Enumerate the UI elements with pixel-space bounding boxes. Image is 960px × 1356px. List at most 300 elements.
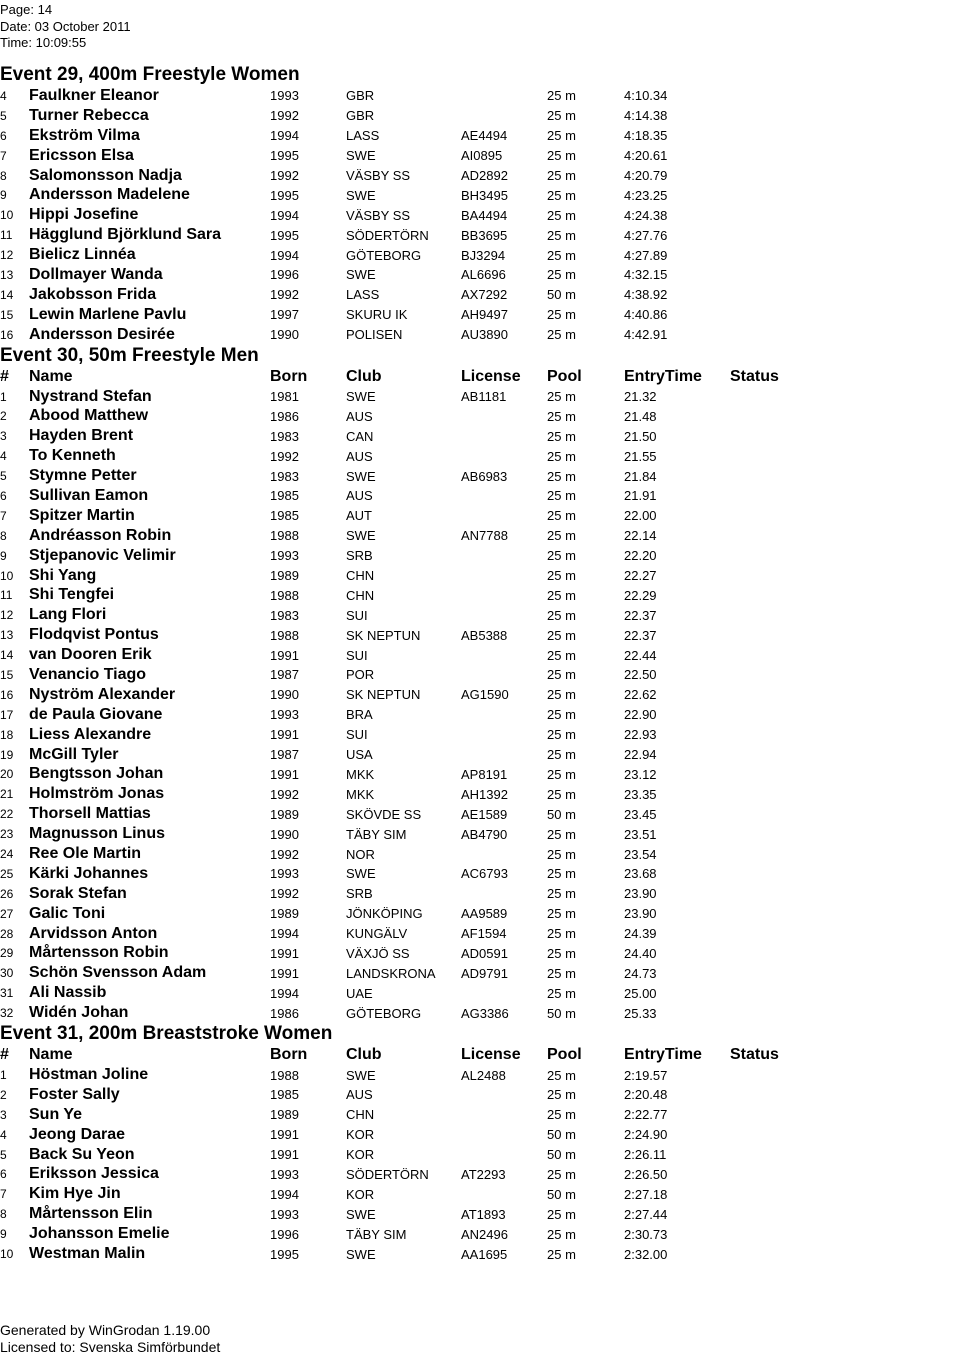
club-name: GÖTEBORG — [346, 1005, 422, 1021]
club-name: AUS — [346, 408, 373, 424]
column-header-status: Status — [730, 367, 779, 385]
club-name: SWE — [346, 528, 376, 544]
place-number: 10 — [0, 1247, 14, 1262]
club-name: SWE — [346, 1067, 376, 1083]
birth-year: 1985 — [270, 508, 299, 524]
entry-time: 2:22.77 — [624, 1107, 668, 1123]
license-code: BJ3294 — [461, 247, 506, 263]
club-name: POR — [346, 667, 375, 683]
birth-year: 1991 — [270, 945, 299, 961]
place-number: 9 — [0, 1227, 7, 1242]
club-name: CHN — [346, 1107, 375, 1123]
birth-year: 1990 — [270, 826, 299, 842]
birth-year: 1993 — [270, 707, 299, 723]
swimmer-name: Liess Alexandre — [29, 725, 152, 743]
license-code: AD0591 — [461, 945, 508, 961]
birth-year: 1988 — [270, 528, 299, 544]
entry-time: 2:27.18 — [624, 1186, 668, 1202]
birth-year: 1992 — [270, 846, 299, 862]
swimmer-name: Jeong Darae — [29, 1125, 126, 1143]
pool-length: 25 m — [547, 707, 576, 723]
pool-length: 25 m — [547, 727, 576, 743]
swimmer-name: Andersson Desirée — [29, 325, 175, 343]
birth-year: 1993 — [270, 866, 299, 882]
entry-row — [0, 185, 960, 205]
pool-length: 25 m — [547, 1246, 576, 1262]
place-number: 7 — [0, 148, 7, 163]
birth-year: 1994 — [270, 207, 299, 223]
license-code: AE4494 — [461, 128, 508, 144]
entry-time: 2:32.00 — [624, 1246, 668, 1262]
entry-row — [0, 844, 960, 864]
swimmer-name: Mårtensson Robin — [29, 944, 169, 962]
license-code: AD9791 — [461, 965, 508, 981]
entry-time: 24.40 — [624, 945, 657, 961]
swimmer-name: Andréasson Robin — [29, 526, 172, 544]
entry-time: 4:27.89 — [624, 247, 668, 263]
club-name: CHN — [346, 568, 375, 584]
entry-row — [0, 904, 960, 924]
entry-time: 23.54 — [624, 846, 657, 862]
column-header-club: Club — [346, 367, 382, 385]
club-name: LASS — [346, 287, 380, 303]
column-header-entry-time: EntryTime — [624, 1046, 702, 1064]
place-number: 2 — [0, 409, 7, 424]
pool-length: 50 m — [547, 1127, 576, 1143]
birth-year: 1989 — [270, 568, 299, 584]
birth-year: 1992 — [270, 108, 299, 124]
swimmer-name: Sun Ye — [29, 1105, 83, 1123]
place-number: 12 — [0, 248, 14, 263]
column-header-born: Born — [270, 367, 308, 385]
club-name: SWE — [346, 1206, 376, 1222]
event-title: Event 31, 200m Breaststroke Women — [0, 1023, 333, 1045]
club-name: BRA — [346, 707, 373, 723]
entry-time: 22.27 — [624, 568, 657, 584]
club-name: CHN — [346, 587, 375, 603]
club-name: MKK — [346, 766, 375, 782]
license-code: AB4790 — [461, 826, 508, 842]
pool-length: 25 m — [547, 508, 576, 524]
column-header-name: Name — [29, 1046, 73, 1064]
birth-year: 1985 — [270, 488, 299, 504]
entry-time: 24.73 — [624, 965, 657, 981]
pool-length: 25 m — [547, 488, 576, 504]
entry-time: 25.33 — [624, 1005, 657, 1021]
birth-year: 1992 — [270, 448, 299, 464]
place-number: 1 — [0, 389, 7, 404]
pool-length: 25 m — [547, 826, 576, 842]
pool-length: 25 m — [547, 965, 576, 981]
birth-year: 1988 — [270, 587, 299, 603]
column-header-license: License — [461, 367, 521, 385]
birth-year: 1995 — [270, 148, 299, 164]
place-number: 12 — [0, 608, 14, 623]
entry-time: 23.35 — [624, 786, 657, 802]
place-number: 20 — [0, 767, 14, 782]
club-name: NOR — [346, 846, 375, 862]
place-number: 5 — [0, 469, 7, 484]
club-name: VÄSBY SS — [346, 168, 411, 183]
license-code: AL6696 — [461, 267, 506, 283]
swimmer-name: Schön Svensson Adam — [29, 964, 207, 982]
place-number: 9 — [0, 188, 7, 203]
birth-year: 1983 — [270, 468, 299, 484]
entry-time: 23.90 — [624, 906, 657, 922]
swimmer-name: Stjepanovic Velimir — [29, 546, 176, 564]
swimmer-name: Venancio Tiago — [29, 665, 147, 683]
pool-length: 25 m — [547, 327, 576, 343]
swimmer-name: Stymne Petter — [29, 467, 137, 485]
column-header-license: License — [461, 1046, 521, 1064]
license-code: AN2496 — [461, 1226, 508, 1242]
entry-time: 22.29 — [624, 587, 657, 603]
club-name: CAN — [346, 428, 374, 444]
pool-length: 25 m — [547, 187, 576, 203]
swimmer-name: Kärki Johannes — [29, 864, 149, 882]
entry-time: 4:20.61 — [624, 148, 668, 164]
place-number: 6 — [0, 1167, 7, 1182]
license-code: BH3495 — [461, 187, 508, 203]
license-code: AA9589 — [461, 906, 508, 922]
club-name: KOR — [346, 1127, 375, 1143]
entry-row — [0, 86, 960, 106]
license-code: AN7788 — [461, 528, 508, 544]
entry-time: 2:26.11 — [624, 1147, 667, 1163]
club-name: SWE — [346, 267, 376, 283]
place-number: 9 — [0, 548, 7, 563]
entry-time: 2:26.50 — [624, 1166, 668, 1182]
print-date: Date: 03 October 2011 — [0, 18, 131, 34]
swimmer-name: Turner Rebecca — [29, 106, 149, 124]
birth-year: 1991 — [270, 727, 299, 743]
entry-row — [0, 1105, 960, 1125]
entry-time: 25.00 — [624, 985, 657, 1001]
entry-row — [0, 305, 960, 325]
entry-time: 4:40.86 — [624, 307, 668, 323]
entry-row — [0, 1224, 960, 1244]
place-number: 11 — [0, 228, 13, 243]
swimmer-name: Ericsson Elsa — [29, 146, 134, 164]
place-number: 26 — [0, 886, 14, 901]
swimmer-name: Johansson Emelie — [29, 1225, 170, 1243]
column-header-name: Name — [29, 367, 73, 385]
swimmer-name: Ekström Vilma — [29, 126, 140, 144]
licensed-to: Licensed to: Svenska Simförbundet — [0, 1339, 221, 1355]
pool-length: 25 m — [547, 866, 576, 882]
club-name: SWE — [346, 187, 376, 203]
pool-length: 50 m — [547, 287, 576, 303]
entry-time: 21.50 — [624, 428, 657, 444]
entry-row — [0, 166, 960, 186]
club-name: MKK — [346, 786, 375, 802]
club-name: SK NEPTUN — [346, 687, 421, 703]
place-number: 18 — [0, 727, 14, 742]
club-name: LASS — [346, 128, 380, 144]
entry-time: 22.44 — [624, 647, 657, 663]
swimmer-name: Mårtensson Elin — [29, 1205, 153, 1223]
place-number: 4 — [0, 449, 7, 464]
entry-time: 22.37 — [624, 607, 657, 623]
birth-year: 1993 — [270, 1206, 299, 1222]
license-code: AB6983 — [461, 468, 508, 484]
swimmer-name: Widén Johan — [29, 1004, 129, 1022]
column-header-num: # — [0, 367, 9, 385]
birth-year: 1996 — [270, 267, 299, 283]
birth-year: 1991 — [270, 1147, 299, 1163]
event-section — [0, 345, 960, 1024]
entry-row — [0, 406, 960, 426]
swimmer-name: To Kenneth — [29, 447, 116, 465]
place-number: 6 — [0, 488, 7, 503]
column-header-club: Club — [346, 1046, 382, 1064]
entry-row — [0, 146, 960, 166]
entry-time: 21.91 — [624, 488, 657, 504]
entry-time: 21.55 — [624, 448, 657, 464]
birth-year: 1991 — [270, 965, 299, 981]
pool-length: 25 m — [547, 667, 576, 683]
column-header-num: # — [0, 1046, 9, 1064]
generated-by: Generated by WinGrodan 1.19.00 — [0, 1322, 211, 1338]
entry-row — [0, 546, 960, 566]
club-name: KOR — [346, 1186, 375, 1202]
club-name: GBR — [346, 108, 375, 124]
pool-length: 25 m — [547, 1107, 576, 1123]
swimmer-name: Dollmayer Wanda — [29, 265, 163, 283]
license-code: AG1590 — [461, 687, 509, 703]
club-name: AUS — [346, 488, 373, 504]
entry-row — [0, 446, 960, 466]
place-number: 7 — [0, 508, 7, 523]
license-code: AU3890 — [461, 327, 508, 343]
entry-time: 22.90 — [624, 707, 657, 723]
entry-row — [0, 1003, 960, 1023]
place-number: 16 — [0, 687, 14, 702]
entry-row — [0, 426, 960, 446]
swimmer-name: Magnusson Linus — [29, 825, 165, 843]
club-name: JÖNKÖPING — [346, 906, 423, 922]
birth-year: 1993 — [270, 1166, 299, 1182]
entry-time: 22.20 — [624, 548, 657, 564]
place-number: 3 — [0, 429, 7, 444]
pool-length: 50 m — [547, 1186, 576, 1202]
entry-time: 22.62 — [624, 687, 657, 703]
entry-time: 22.94 — [624, 747, 657, 763]
birth-year: 1995 — [270, 1246, 299, 1262]
pool-length: 25 m — [547, 448, 576, 464]
pool-length: 25 m — [547, 906, 576, 922]
entry-row — [0, 506, 960, 526]
entry-row — [0, 745, 960, 765]
entry-row — [0, 265, 960, 285]
column-header-born: Born — [270, 1046, 308, 1064]
license-code: AF1594 — [461, 926, 507, 942]
place-number: 8 — [0, 1207, 7, 1222]
pool-length: 25 m — [547, 587, 576, 603]
swimmer-name: Höstman Joline — [29, 1066, 149, 1084]
pool-length: 25 m — [547, 1206, 576, 1222]
place-number: 17 — [0, 707, 14, 722]
pool-length: 25 m — [547, 307, 576, 323]
club-name: SUI — [346, 647, 368, 663]
birth-year: 1994 — [270, 128, 299, 144]
place-number: 25 — [0, 866, 14, 881]
place-number: 2 — [0, 1087, 7, 1102]
place-number: 4 — [0, 88, 7, 103]
swimmer-name: Holmström Jonas — [29, 785, 165, 803]
column-header-row — [0, 367, 960, 387]
license-code: AP8191 — [461, 766, 508, 782]
place-number: 15 — [0, 667, 14, 682]
place-number: 19 — [0, 747, 14, 762]
swimmer-name: Back Su Yeon — [29, 1145, 135, 1163]
birth-year: 1992 — [270, 168, 299, 183]
swimmer-name: Nyström Alexander — [29, 685, 176, 703]
place-number: 14 — [0, 287, 14, 302]
entry-row — [0, 1244, 960, 1264]
birth-year: 1992 — [270, 786, 299, 802]
place-number: 10 — [0, 208, 14, 223]
pool-length: 25 m — [547, 607, 576, 623]
birth-year: 1992 — [270, 287, 299, 303]
place-number: 10 — [0, 568, 14, 583]
entry-time: 22.00 — [624, 508, 657, 524]
swimmer-name: Shi Tengfei — [29, 586, 115, 604]
pool-length: 25 m — [547, 687, 576, 703]
place-number: 7 — [0, 1187, 7, 1202]
license-code: AE1589 — [461, 806, 508, 822]
club-name: GÖTEBORG — [346, 247, 422, 263]
entry-time: 22.50 — [624, 667, 657, 683]
pool-length: 25 m — [547, 846, 576, 862]
birth-year: 1994 — [270, 1186, 299, 1202]
license-code: BA4494 — [461, 207, 508, 223]
entry-time: 4:24.38 — [624, 207, 668, 223]
pool-length: 25 m — [547, 468, 576, 484]
birth-year: 1993 — [270, 548, 299, 564]
entry-time: 4:27.76 — [624, 227, 668, 243]
club-name: SÖDERTÖRN — [346, 1166, 429, 1182]
entry-row — [0, 864, 960, 884]
entry-time: 4:23.25 — [624, 187, 668, 203]
pool-length: 25 m — [547, 926, 576, 942]
entry-row — [0, 205, 960, 225]
club-name: AUT — [346, 508, 372, 524]
entry-row — [0, 824, 960, 844]
swimmer-name: Sorak Stefan — [29, 884, 127, 902]
club-name: SUI — [346, 607, 368, 623]
entry-row — [0, 625, 960, 645]
birth-year: 1996 — [270, 1226, 299, 1242]
swimmer-name: Lewin Marlene Pavlu — [29, 305, 187, 323]
pool-length: 25 m — [547, 148, 576, 164]
pool-length: 25 m — [547, 548, 576, 564]
entry-time: 2:20.48 — [624, 1087, 668, 1103]
swimmer-name: Eriksson Jessica — [29, 1165, 159, 1183]
place-number: 28 — [0, 926, 14, 941]
entry-time: 4:14.38 — [624, 108, 668, 124]
club-name: KUNGÄLV — [346, 926, 408, 942]
license-code: AH9497 — [461, 307, 508, 323]
birth-year: 1987 — [270, 747, 299, 763]
birth-year: 1983 — [270, 428, 299, 444]
swimmer-name: Ree Ole Martin — [29, 845, 142, 862]
birth-year: 1989 — [270, 906, 299, 922]
swimmer-name: Kim Hye Jin — [29, 1185, 121, 1203]
swimmer-name: Galic Toni — [29, 904, 106, 922]
swimmer-name: Spitzer Martin — [29, 506, 135, 524]
club-name: SWE — [346, 389, 376, 405]
birth-year: 1994 — [270, 985, 299, 1001]
entry-row — [0, 685, 960, 705]
event-title: Event 30, 50m Freestyle Men — [0, 344, 259, 366]
swimmer-name: Hägglund Björklund Sara — [29, 226, 222, 244]
entry-time: 23.68 — [624, 866, 657, 882]
birth-year: 1991 — [270, 647, 299, 663]
place-number: 21 — [0, 787, 14, 802]
entry-row — [0, 725, 960, 745]
entry-row — [0, 944, 960, 964]
swimmer-name: Jakobsson Frida — [29, 285, 157, 303]
birth-year: 1992 — [270, 886, 299, 902]
club-name: KOR — [346, 1147, 375, 1163]
pool-length: 25 m — [547, 128, 576, 144]
page-footer — [0, 1322, 220, 1356]
birth-year: 1991 — [270, 1127, 299, 1143]
entry-time: 4:32.15 — [624, 267, 668, 283]
entry-row — [0, 1145, 960, 1165]
column-header-pool: Pool — [547, 1046, 582, 1064]
entry-row — [0, 1165, 960, 1185]
club-name: SRB — [346, 548, 373, 564]
club-name: SWE — [346, 148, 376, 164]
birth-year: 1989 — [270, 1107, 299, 1123]
club-name: POLISEN — [346, 327, 403, 343]
swimmer-name: Bengtsson Johan — [29, 765, 164, 783]
swimmer-name: Andersson Madelene — [29, 186, 190, 204]
pool-length: 25 m — [547, 766, 576, 782]
swimmer-name: Westman Malin — [29, 1245, 146, 1263]
birth-year: 1986 — [270, 408, 299, 424]
club-name: SUI — [346, 727, 368, 743]
event-title: Event 29, 400m Freestyle Women — [0, 64, 300, 85]
license-code: AA1695 — [461, 1246, 508, 1262]
club-name: SÖDERTÖRN — [346, 227, 429, 243]
birth-year: 1994 — [270, 926, 299, 942]
column-header-entry-time: EntryTime — [624, 367, 702, 385]
license-code: AH1392 — [461, 786, 508, 802]
club-name: VÄXJÖ SS — [346, 945, 410, 961]
club-name: LANDSKRONA — [346, 965, 436, 981]
club-name: AUS — [346, 1087, 373, 1103]
place-number: 24 — [0, 847, 14, 861]
entry-time: 21.32 — [624, 389, 657, 405]
swimmer-name: Lang Flori — [29, 606, 107, 624]
event-section — [0, 64, 960, 345]
swimmer-name: Shi Yang — [29, 566, 97, 584]
entry-time: 2:27.44 — [624, 1206, 668, 1222]
entry-row — [0, 705, 960, 725]
entry-time: 4:18.35 — [624, 128, 668, 144]
club-name: SKURU IK — [346, 307, 408, 323]
license-code: AL2488 — [461, 1067, 506, 1083]
column-header-pool: Pool — [547, 367, 582, 385]
birth-year: 1991 — [270, 766, 299, 782]
pool-length: 25 m — [547, 747, 576, 763]
birth-year: 1983 — [270, 607, 299, 623]
club-name: GBR — [346, 88, 375, 104]
license-code: AI0895 — [461, 148, 503, 164]
